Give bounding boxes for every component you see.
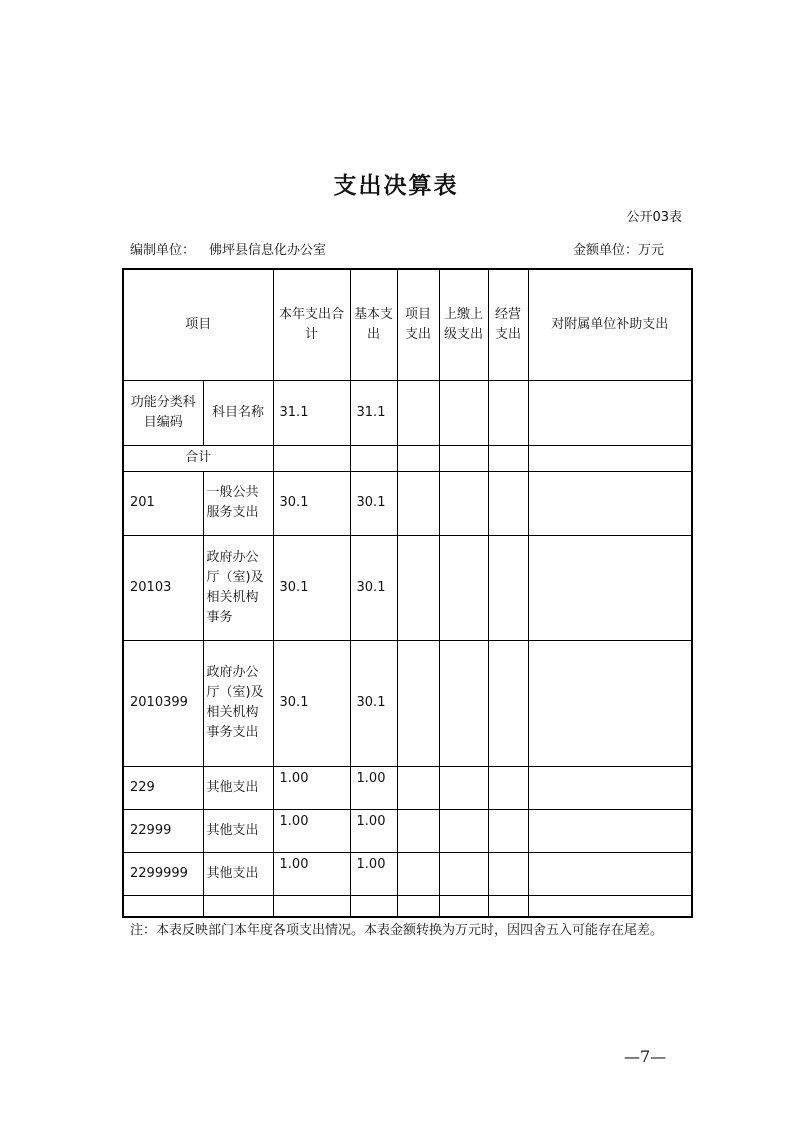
table-row — [123, 852, 692, 895]
row-basic: 30.1 — [350, 640, 397, 766]
table-row — [123, 471, 692, 535]
row-name: 其他支出 — [203, 809, 273, 852]
org-name: 佛坪县信息化办公室 — [209, 243, 327, 258]
row-code: 20103 — [123, 535, 203, 640]
row-name: 政府办公厅（室)及相关机构事务 — [203, 535, 273, 640]
subheader-row — [123, 380, 692, 445]
row-code: 201 — [123, 471, 203, 535]
header-total: 本年支出合计 — [273, 269, 350, 380]
page-title: 支出决算表 — [333, 173, 459, 199]
row-name: 其他支出 — [203, 766, 273, 809]
row-total: 1.00 — [273, 809, 350, 852]
row-name: 政府办公厅（室)及相关机构事务支出 — [203, 640, 273, 766]
header-project: 项目支出 — [397, 269, 439, 380]
page-number: —7— — [624, 1047, 667, 1066]
header-upper: 上缴上级支出 — [439, 269, 488, 380]
table-note: 注：本表反映部门本年度各项支出情况。本表金额转换为万元时，因四舍五入可能存在尾差。 — [130, 923, 664, 938]
empty-row — [123, 895, 692, 917]
row-code: 2010399 — [123, 640, 203, 766]
org-line — [130, 239, 326, 258]
expenditure-table — [122, 268, 693, 918]
header-business: 经营支出 — [488, 269, 528, 380]
row-total: 1.00 — [273, 852, 350, 895]
header-subsidy: 对附属单位补助支出 — [528, 269, 692, 380]
row-code: 22999 — [123, 809, 203, 852]
form-number: 公开03表 — [626, 210, 682, 225]
amount-unit: 金额单位：万元 — [572, 243, 664, 258]
row-total: 30.1 — [273, 535, 350, 640]
row-total: 30.1 — [273, 640, 350, 766]
row-total: 30.1 — [273, 471, 350, 535]
table-row — [123, 766, 692, 809]
row-basic: 30.1 — [350, 535, 397, 640]
subheader-code: 功能分类科目编码 — [123, 380, 203, 445]
org-label: 编制单位： — [130, 243, 196, 258]
row-basic: 1.00 — [350, 766, 397, 809]
header-basic: 基本支出 — [350, 269, 397, 380]
row-code: 229 — [123, 766, 203, 809]
subheader-total: 31.1 — [273, 380, 350, 445]
header-row — [123, 269, 692, 380]
sum-label: 合计 — [123, 445, 273, 471]
table-row — [123, 809, 692, 852]
header-item: 项目 — [123, 269, 273, 380]
row-name: 其他支出 — [203, 852, 273, 895]
row-basic: 1.00 — [350, 852, 397, 895]
row-basic: 1.00 — [350, 809, 397, 852]
subheader-basic: 31.1 — [350, 380, 397, 445]
row-name: 一般公共服务支出 — [203, 471, 273, 535]
table-row — [123, 640, 692, 766]
subheader-name: 科目名称 — [203, 380, 273, 445]
sum-row — [123, 445, 692, 471]
row-total: 1.00 — [273, 766, 350, 809]
row-code: 2299999 — [123, 852, 203, 895]
table-row — [123, 535, 692, 640]
row-basic: 30.1 — [350, 471, 397, 535]
